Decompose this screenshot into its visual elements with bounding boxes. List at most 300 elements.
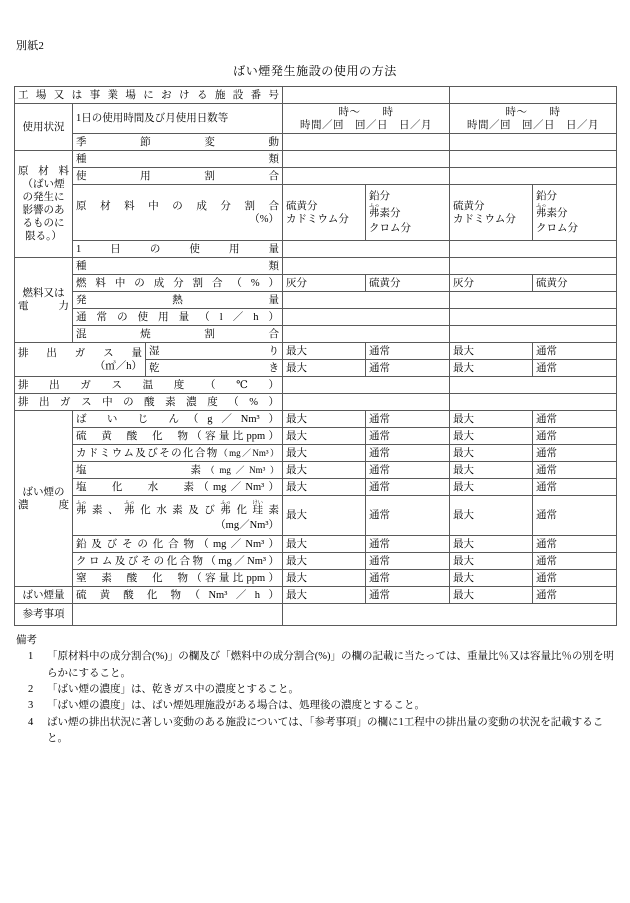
conc-nox-name: 窒素酸化物 — [76, 572, 188, 584]
note-item-1 — [28, 649, 616, 682]
raw-material-type-label — [73, 151, 283, 168]
raw-material-ratio-value-col2[interactable] — [450, 168, 617, 185]
fuel-group-label-line-0: 燃料又は — [22, 288, 65, 300]
conc-hcl-normal-text-col1: 通常 — [369, 481, 391, 493]
raw-material-ratio-label-text: 使用割合 — [76, 170, 280, 182]
conc-chlorine-unit: （mg／Nm³） — [201, 464, 280, 475]
usage-hours-label-text: 1日の使用時間及び月使用日数等 — [76, 113, 229, 125]
soot-concentration-group-label — [15, 411, 73, 587]
soot-amount-sox-max-text-col2: 最大 — [453, 589, 475, 601]
conc-nox-max-text-col1: 最大 — [286, 572, 308, 584]
conc-cadmium-name: カドミウム及びその化合物 — [76, 447, 219, 459]
exhaust-volume-dry-max-text-col2: 最大 — [453, 362, 475, 374]
table-row-raw-material-daily-usage — [15, 241, 617, 258]
conc-sox-label-text — [76, 430, 279, 443]
usage-status-group-label-text: 使用状況 — [22, 121, 65, 133]
conc-nox-normal-col2[interactable] — [533, 570, 617, 587]
conc-sox-normal-col2[interactable] — [533, 428, 617, 445]
conc-chromium-max-text-col2: 最大 — [453, 555, 475, 567]
soot-concentration-group-label-line-1: 濃 度 — [18, 499, 69, 511]
conc-cadmium-max-col1[interactable] — [283, 445, 366, 462]
table-row-facility-number — [15, 87, 617, 104]
raw-material-fluorine-label-col1: 弗ふっ素分 — [369, 203, 401, 220]
conc-chromium-name: クロム及びその化合物 — [76, 555, 206, 567]
soot-amount-sox-normal-col2[interactable] — [533, 587, 617, 604]
facility-number-value-col2[interactable] — [450, 87, 617, 104]
conc-hcl-label — [73, 479, 283, 496]
raw-material-composition-col2-b[interactable] — [533, 185, 617, 241]
conc-lead-normal-text-col1: 通常 — [369, 538, 391, 550]
exhaust-volume-wet-label-text — [149, 345, 279, 358]
raw-material-ratio-label — [73, 168, 283, 185]
raw-material-sulfur-label-col2: 硫黄分 — [453, 200, 485, 212]
raw-material-type-value-col2[interactable] — [450, 151, 617, 168]
remarks-value-col0[interactable] — [73, 604, 283, 626]
usage-hours-label — [73, 104, 283, 134]
conc-dust-max-text-col2: 最大 — [453, 413, 475, 425]
fluorine-ruby-3-text: ふっ — [220, 499, 231, 506]
conc-nox-max-col2[interactable] — [450, 570, 533, 587]
conc-cadmium-label — [73, 445, 283, 462]
exhaust-volume-dry-normal-text-col1: 通常 — [369, 362, 391, 374]
conc-lead-unit: （mg／Nm³） — [194, 538, 280, 550]
fuel-type-value-col2[interactable] — [450, 258, 617, 275]
conc-fluorine-normal-text-col2: 通常 — [536, 510, 558, 522]
notes-title: 備考 — [16, 635, 37, 647]
conc-chromium-unit: （mg／Nm³） — [205, 555, 280, 567]
fuel-composition-label-text: 燃料中の成分割合（%） — [76, 277, 280, 289]
fuel-sulfur-col1[interactable] — [366, 275, 450, 292]
conc-hcl-max-text-col2: 最大 — [453, 481, 475, 493]
conc-nox-normal-text-col2: 通常 — [536, 572, 558, 584]
conc-cadmium-max-col2[interactable] — [450, 445, 533, 462]
fluorine-ruby-1-text: ふっ — [76, 499, 87, 506]
silicon-ruby: 珪けい — [252, 499, 269, 516]
conc-hcl-normal-col1[interactable] — [366, 479, 450, 496]
conc-chlorine-max-text-col1: 最大 — [286, 464, 308, 476]
exhaust-volume-dry-normal-col2[interactable] — [533, 360, 617, 377]
note-number-3: 3 — [28, 700, 34, 712]
table-row-fuel-type — [15, 258, 617, 275]
exhaust-gas-volume-group-label-line1: 排出ガス量 — [18, 347, 142, 359]
conc-nox-normal-text-col1: 通常 — [369, 572, 391, 584]
raw-material-composition-col1-a[interactable] — [283, 185, 366, 241]
conc-chlorine-normal-text-col1: 通常 — [369, 464, 391, 476]
raw-material-ratio-value-col1[interactable] — [283, 168, 450, 185]
fuel-mixed-burning-label — [73, 326, 283, 343]
conc-chlorine-normal-col1[interactable] — [366, 462, 450, 479]
notes-list — [14, 649, 616, 747]
fuel-calorific-value-col2[interactable] — [450, 292, 617, 309]
exhaust-volume-wet-max-text-col2: 最大 — [453, 345, 475, 357]
conc-fluorine-max-col2[interactable] — [450, 496, 533, 536]
emission-facility-usage-table — [14, 86, 617, 626]
exhaust-volume-dry-max-col2[interactable] — [450, 360, 533, 377]
conc-hcl-unit: （mg／Nm³） — [194, 481, 280, 493]
fuel-ash-label-col1: 灰分 — [286, 277, 308, 289]
table-row-fuel-mixed-burning — [15, 326, 617, 343]
conc-dust-normal-text-col2: 通常 — [536, 413, 558, 425]
conc-fluorine-name: 弗ふっ素、弗ふっ化水素及び弗ふっ化珪けい素 — [76, 499, 280, 516]
attachment-number: 別紙2 — [16, 40, 45, 52]
raw-material-group-label-line-0: 原材料 — [18, 165, 69, 177]
conc-fluorine-normal-text-col1: 通常 — [369, 510, 391, 522]
table-row-conc-chlorine — [15, 462, 617, 479]
fuel-calorific-label — [73, 292, 283, 309]
conc-lead-normal-text-col2: 通常 — [536, 538, 558, 550]
conc-hcl-name: 塩化水素 — [76, 481, 194, 493]
soot-amount-sox-normal-col1[interactable] — [366, 587, 450, 604]
exhaust-volume-wet-normal-text-col2: 通常 — [536, 345, 558, 357]
exhaust-volume-wet-normal-col1[interactable] — [366, 343, 450, 360]
fuel-ash-label-col2: 灰分 — [453, 277, 475, 289]
exhaust-volume-wet-max-text-col1: 最大 — [286, 345, 308, 357]
fuel-normal-usage-label-text: 通常の使用量（l／h） — [76, 311, 280, 323]
conc-hcl-normal-col2[interactable] — [533, 479, 617, 496]
conc-chromium-normal-col2[interactable] — [533, 553, 617, 570]
conc-sox-name: 硫黄酸化物 — [76, 430, 188, 442]
soot-amount-sox-max-text-col1: 最大 — [286, 589, 308, 601]
exhaust-temperature-label-text: 排出ガス温度（℃） — [18, 379, 280, 391]
conc-lead-normal-col1[interactable] — [366, 536, 450, 553]
conc-sox-normal-col1[interactable] — [366, 428, 450, 445]
conc-fluorine-max-text-col1: 最大 — [286, 510, 308, 522]
conc-fluorine-normal-col1[interactable] — [366, 496, 450, 536]
conc-hcl-max-col1[interactable] — [283, 479, 366, 496]
fluorine-ruby-col1: 弗ふっ — [369, 203, 380, 220]
exhaust-volume-dry-normal-text-col2: 通常 — [536, 362, 558, 374]
conc-cadmium-label-text — [76, 447, 279, 460]
table-row-usage-hours — [15, 104, 617, 134]
soot-concentration-group-label-line-0: ばい煙の — [22, 486, 65, 498]
usage-hours-line2-col1: 時間／回 回／日 日／月 — [300, 119, 433, 131]
fuel-mixed-burning-value-col1[interactable] — [283, 326, 450, 343]
note-item-4 — [28, 715, 616, 748]
soot-amount-sox-normal-text-col2: 通常 — [536, 589, 558, 601]
table-row-raw-material-ratio — [15, 168, 617, 185]
fuel-calorific-value-col1[interactable] — [283, 292, 450, 309]
raw-material-composition-label-text: 原材料中の成分割合 — [76, 200, 280, 212]
raw-material-group-label-line-5: 限る。） — [25, 231, 62, 243]
exhaust-volume-dry-label-text — [149, 362, 279, 375]
note-text-1: 「原材料中の成分割合(%)」の欄及び「燃料中の成分割合(%)」の欄の記載に当たっては、重量比％又は容量比％の別を明らかにすること。 — [47, 651, 614, 679]
page-title: ばい煙発生施設の使用の方法 — [233, 64, 397, 79]
conc-chlorine-max-text-col2: 最大 — [453, 464, 475, 476]
conc-cadmium-unit: （mg／Nm³） — [218, 447, 280, 458]
raw-material-group-label-line-1: （ばい煙 — [22, 178, 65, 190]
exhaust-volume-wet-label-left: 湿 — [149, 345, 269, 357]
note-number-2: 2 — [28, 683, 34, 695]
conc-lead-normal-col2[interactable] — [533, 536, 617, 553]
usage-status-group-label — [15, 104, 73, 151]
table-row-raw-material-composition — [15, 185, 617, 241]
conc-chlorine-max-col1[interactable] — [283, 462, 366, 479]
raw-material-daily-usage-label — [73, 241, 283, 258]
conc-dust-max-col2[interactable] — [450, 411, 533, 428]
exhaust-volume-dry-max-text-col1: 最大 — [286, 362, 308, 374]
conc-fluorine-max-col1[interactable] — [283, 496, 366, 536]
exhaust-volume-wet-normal-col2[interactable] — [533, 343, 617, 360]
exhaust-oxygen-label — [15, 394, 283, 411]
conc-nox-max-col1[interactable] — [283, 570, 366, 587]
conc-nox-max-text-col2: 最大 — [453, 572, 475, 584]
conc-chromium-label — [73, 553, 283, 570]
conc-dust-normal-col2[interactable] — [533, 411, 617, 428]
raw-material-cadmium-label-col1: カドミウム分 — [286, 213, 349, 225]
conc-chromium-normal-text-col2: 通常 — [536, 555, 558, 567]
note-item-3 — [28, 698, 616, 714]
raw-material-group-label-line-4: るものに — [22, 218, 65, 230]
exhaust-volume-wet-normal-text-col1: 通常 — [369, 345, 391, 357]
usage-hours-line1-col2: 時〜 時 — [505, 106, 561, 118]
fuel-type-label — [73, 258, 283, 275]
conc-nox-normal-col1[interactable] — [366, 570, 450, 587]
table-row-exhaust-oxygen — [15, 394, 617, 411]
seasonal-variation-label — [73, 134, 283, 151]
conc-chlorine-normal-text-col2: 通常 — [536, 464, 558, 476]
conc-hcl-normal-text-col2: 通常 — [536, 481, 558, 493]
conc-chromium-max-col2[interactable] — [450, 553, 533, 570]
soot-amount-sox-normal-text-col1: 通常 — [369, 589, 391, 601]
conc-lead-name: 鉛及びその化合物 — [76, 538, 194, 550]
conc-nox-unit: （容量比ppm） — [188, 572, 280, 584]
table-row-conc-cadmium — [15, 445, 617, 462]
table-row-soot-amount-sox — [15, 587, 617, 604]
conc-dust-unit: （g／Nm³） — [179, 413, 280, 425]
conc-cadmium-normal-col1[interactable] — [366, 445, 450, 462]
conc-lead-max-col1[interactable] — [283, 536, 366, 553]
raw-material-group-label — [15, 151, 73, 258]
raw-material-daily-usage-value-col2[interactable] — [450, 241, 617, 258]
raw-material-type-label-text: 種類 — [76, 153, 280, 165]
exhaust-temperature-value-col1[interactable] — [283, 377, 450, 394]
raw-material-lead-label-col2: 鉛分 — [536, 191, 558, 203]
soot-amount-sox-max-col1[interactable] — [283, 587, 366, 604]
facility-number-label — [15, 87, 283, 104]
note-text-4: ばい煙の排出状況に著しい変動のある施設については、「参考事項」の欄に1工程中の排出量の変動の状況を記載すること。 — [47, 716, 604, 744]
table-row-remarks — [15, 604, 617, 626]
conc-chromium-max-text-col1: 最大 — [286, 555, 308, 567]
remarks-row-label-text: 参考事項 — [22, 609, 65, 621]
conc-lead-max-text-col1: 最大 — [286, 538, 308, 550]
raw-material-daily-usage-value-col1[interactable] — [283, 241, 450, 258]
fuel-mixed-burning-label-text: 混焼割合 — [76, 328, 280, 340]
exhaust-volume-dry-label — [146, 360, 283, 377]
exhaust-volume-dry-label-left: 乾 — [149, 362, 269, 374]
exhaust-oxygen-value-col2[interactable] — [450, 394, 617, 411]
fuel-ash-col2[interactable] — [450, 275, 533, 292]
seasonal-variation-value-col2[interactable] — [450, 134, 617, 151]
conc-chlorine-normal-col2[interactable] — [533, 462, 617, 479]
conc-cadmium-max-text-col2: 最大 — [453, 447, 475, 459]
conc-nox-label-text — [76, 572, 279, 585]
conc-lead-max-col2[interactable] — [450, 536, 533, 553]
conc-chromium-label-text — [76, 555, 279, 568]
facility-number-label-text: 工場又は事業場における施設番号 — [18, 89, 280, 101]
table-row-fuel-composition — [15, 275, 617, 292]
facility-number-value-col1[interactable] — [283, 87, 450, 104]
fluorine-ruby-text-col2: ふっ — [536, 203, 547, 210]
fuel-calorific-label-text: 発熱量 — [76, 294, 280, 306]
remarks-value-col1[interactable] — [283, 604, 617, 626]
soot-amount-sox-label-text — [76, 589, 279, 602]
raw-material-group-label-line-2: の発生に — [22, 192, 65, 204]
conc-dust-max-text-col1: 最大 — [286, 413, 308, 425]
fuel-group-label — [15, 258, 73, 343]
conc-chromium-max-col1[interactable] — [283, 553, 366, 570]
conc-nox-label — [73, 570, 283, 587]
table-row-fuel-normal-usage — [15, 309, 617, 326]
exhaust-temperature-label — [15, 377, 283, 394]
table-row-conc-dust — [15, 411, 617, 428]
raw-material-composition-col1-b[interactable] — [366, 185, 450, 241]
exhaust-volume-wet-max-col1[interactable] — [283, 343, 366, 360]
conc-cadmium-normal-text-col1: 通常 — [369, 447, 391, 459]
conc-chlorine-label — [73, 462, 283, 479]
conc-chromium-normal-text-col1: 通常 — [369, 555, 391, 567]
exhaust-gas-volume-group-label — [15, 343, 146, 377]
fluorine-ruby-text-col1: ふっ — [369, 203, 380, 210]
conc-sox-label — [73, 428, 283, 445]
soot-amount-sox-name: 硫黄酸化物 — [76, 589, 181, 601]
conc-sox-max-text-col2: 最大 — [453, 430, 475, 442]
exhaust-volume-wet-label-right: り — [268, 345, 280, 357]
raw-material-sulfur-label-col1: 硫黄分 — [286, 200, 318, 212]
raw-material-composition-label — [73, 185, 283, 241]
fuel-normal-usage-value-col1[interactable] — [283, 309, 450, 326]
raw-material-type-value-col1[interactable] — [283, 151, 450, 168]
exhaust-oxygen-label-text: 排出ガス中の酸素濃度（%） — [18, 396, 280, 408]
fuel-composition-label — [73, 275, 283, 292]
conc-dust-label — [73, 411, 283, 428]
table-row-conc-chromium — [15, 553, 617, 570]
raw-material-chromium-label-col2: クロム分 — [536, 223, 579, 235]
note-text-2: 「ばい煙の濃度」は、乾きガス中の濃度とすること。 — [47, 683, 299, 695]
fuel-sulfur-label-col1: 硫黄分 — [369, 277, 401, 289]
conc-sox-max-text-col1: 最大 — [286, 430, 308, 442]
conc-chlorine-name: 塩素 — [76, 464, 201, 476]
conc-dust-max-col1[interactable] — [283, 411, 366, 428]
usage-hours-value-col1[interactable] — [283, 104, 450, 134]
fluorine-ruby-2: 弗ふっ — [124, 499, 141, 516]
conc-chlorine-label-text — [76, 464, 279, 477]
table-row-conc-lead — [15, 536, 617, 553]
raw-material-group-label-line-3: 影響のあ — [22, 205, 65, 217]
conc-hcl-max-text-col1: 最大 — [286, 481, 308, 493]
fuel-type-value-col1[interactable] — [283, 258, 450, 275]
raw-material-fluorine-label-col2: 弗ふっ素分 — [536, 203, 568, 220]
conc-dust-name: ばいじん — [76, 413, 179, 425]
fuel-ash-col1[interactable] — [283, 275, 366, 292]
conc-chromium-normal-col1[interactable] — [366, 553, 450, 570]
fuel-sulfur-label-col2: 硫黄分 — [536, 277, 568, 289]
conc-lead-label-text — [76, 538, 279, 551]
exhaust-oxygen-value-col1[interactable] — [283, 394, 450, 411]
note-item-2 — [28, 682, 616, 698]
fluorine-ruby-3: 弗ふっ — [220, 499, 237, 516]
fluorine-ruby-col2: 弗ふっ — [536, 203, 547, 220]
fluorine-ruby-1: 弗ふっ — [76, 499, 93, 516]
note-number-1: 1 — [28, 651, 34, 663]
usage-hours-line1-col1: 時〜 時 — [338, 106, 394, 118]
raw-material-composition-unit: （%） — [249, 213, 280, 225]
conc-hcl-max-col2[interactable] — [450, 479, 533, 496]
usage-hours-value-col2[interactable] — [450, 104, 617, 134]
conc-fluorine-unit: （mg／Nm³） — [215, 519, 280, 531]
conc-fluorine-normal-col2[interactable] — [533, 496, 617, 536]
note-number-4: 4 — [28, 716, 34, 728]
conc-dust-normal-text-col1: 通常 — [369, 413, 391, 425]
fuel-type-label-text: 種類 — [76, 260, 280, 272]
conc-dust-label-text — [76, 413, 279, 426]
soot-amount-group-label — [15, 587, 73, 604]
conc-sox-normal-text-col1: 通常 — [369, 430, 391, 442]
note-text-3: 「ばい煙の濃度」は、ばい煙処理施設がある場合は、処理後の濃度とすること。 — [47, 700, 425, 712]
seasonal-variation-value-col1[interactable] — [283, 134, 450, 151]
conc-hcl-label-text — [76, 481, 279, 494]
silicon-ruby-text: けい — [252, 499, 264, 506]
raw-material-composition-col2-a[interactable] — [450, 185, 533, 241]
conc-sox-unit: （容量比ppm） — [188, 430, 280, 442]
conc-chlorine-max-col2[interactable] — [450, 462, 533, 479]
raw-material-lead-label-col1: 鉛分 — [369, 191, 391, 203]
exhaust-temperature-value-col2[interactable] — [450, 377, 617, 394]
conc-dust-normal-col1[interactable] — [366, 411, 450, 428]
conc-sox-max-col1[interactable] — [283, 428, 366, 445]
fuel-sulfur-col2[interactable] — [533, 275, 617, 292]
raw-material-cadmium-label-col2: カドミウム分 — [453, 213, 516, 225]
fuel-group-label-line-1: 電 力 — [18, 301, 69, 313]
exhaust-volume-dry-label-right: き — [268, 362, 280, 374]
conc-lead-max-text-col2: 最大 — [453, 538, 475, 550]
usage-hours-line2-col2: 時間／回 回／日 日／月 — [467, 119, 600, 131]
fuel-mixed-burning-value-col2[interactable] — [450, 326, 617, 343]
remarks-row-label — [15, 604, 73, 626]
conc-lead-label — [73, 536, 283, 553]
table-row-conc-nox — [15, 570, 617, 587]
conc-sox-max-col2[interactable] — [450, 428, 533, 445]
conc-cadmium-normal-col2[interactable] — [533, 445, 617, 462]
fluorine-ruby-2-text: ふっ — [124, 499, 135, 506]
conc-cadmium-max-text-col1: 最大 — [286, 447, 308, 459]
seasonal-variation-label-text: 季節変動 — [76, 136, 280, 148]
conc-sox-normal-text-col2: 通常 — [536, 430, 558, 442]
table-row-conc-sox — [15, 428, 617, 445]
exhaust-gas-volume-group-label-line2: （㎥／h） — [94, 360, 142, 372]
soot-amount-sox-max-col2[interactable] — [450, 587, 533, 604]
table-row-conc-fluorine — [15, 496, 617, 536]
raw-material-chromium-label-col1: クロム分 — [369, 223, 412, 235]
notes-section — [14, 633, 616, 747]
table-row-seasonal-variation — [15, 134, 617, 151]
exhaust-volume-dry-max-col1[interactable] — [283, 360, 366, 377]
soot-amount-group-label-text: ばい煙量 — [22, 589, 65, 601]
fuel-normal-usage-value-col2[interactable] — [450, 309, 617, 326]
fuel-normal-usage-label — [73, 309, 283, 326]
raw-material-daily-usage-label-text: 1日の使用量 — [76, 243, 280, 255]
conc-fluorine-label — [73, 496, 283, 536]
table-row-exhaust-volume-wet — [15, 343, 617, 360]
table-row-fuel-calorific — [15, 292, 617, 309]
soot-amount-sox-unit: （Nm³／h） — [181, 589, 280, 601]
exhaust-volume-wet-max-col2[interactable] — [450, 343, 533, 360]
conc-fluorine-max-text-col2: 最大 — [453, 510, 475, 522]
soot-amount-sox-label — [73, 587, 283, 604]
table-row-conc-hcl — [15, 479, 617, 496]
table-row-raw-material-type — [15, 151, 617, 168]
exhaust-volume-dry-normal-col1[interactable] — [366, 360, 450, 377]
table-row-exhaust-temperature — [15, 377, 617, 394]
